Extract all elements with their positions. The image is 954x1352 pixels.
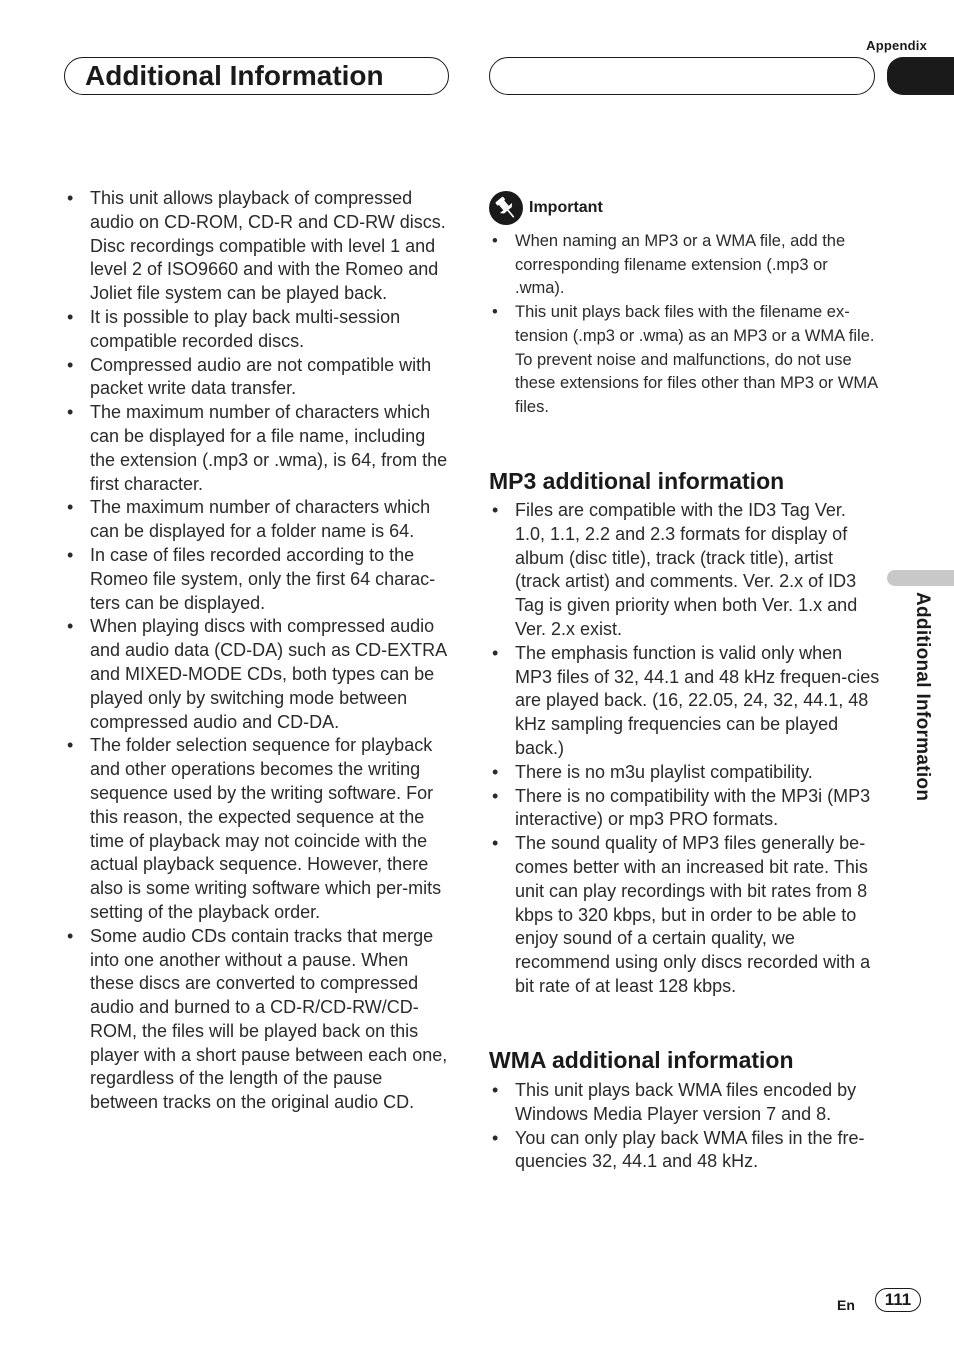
language-label: En <box>837 1297 855 1313</box>
important-label: Important <box>529 199 603 216</box>
list-item: • The emphasis function is valid only when MP3 files of 32, 44.1 and 48 kHz frequen-cies are played back. (16, 22.05, 24, 32, 44.1, 48 kHz sampling frequencies can be played back.) <box>490 642 880 761</box>
list-item: • You can only play back WMA files in the fre-quencies 32, 44.1 and 48 kHz. <box>490 1127 880 1175</box>
important-pushpin-icon <box>489 191 523 225</box>
wma-list <box>490 1079 880 1174</box>
list-item: • There is no compatibility with the MP3i (MP3 interactive) or mp3 PRO formats. <box>490 785 880 833</box>
mp3-section-heading: MP3 additional information <box>489 468 785 494</box>
list-item: • Files are compatible with the ID3 Tag Ver. 1.0, 1.1, 2.2 and 2.3 formats for display of album (disc title), track (track title), artist (track artist) and comments. Ver. 2.x of ID3 Tag is given priority when both Ver. 1.x and Ver. 2.x exist. <box>490 499 880 642</box>
list-item: • The maximum number of characters which can be displayed for a file name, including the extension (.mp3 or .wma), is 64, from the first character. <box>65 401 455 496</box>
list-item: • This unit plays back files with the filename ex-tension (.mp3 or .wma) as an MP3 or a WMA file. To prevent noise and malfunctions, do not use these extensions for files other than MP3 or WMA files. <box>490 301 878 420</box>
list-item: • When naming an MP3 or a WMA file, add the corresponding filename extension (.mp3 or .wma). <box>490 230 878 301</box>
list-item: • Compressed audio are not compatible with packet write data transfer. <box>65 354 455 402</box>
important-list <box>490 230 878 420</box>
chapter-tab-marker <box>887 57 954 95</box>
list-item: • There is no m3u playlist compatibility. <box>490 761 880 785</box>
side-tab-marker <box>887 570 954 586</box>
list-item: • The folder selection sequence for playback and other operations becomes the writing sequence used by the writing software. For this reason, the expected sequence at the time of playback may not coincide with the actual playback sequence. However, there also is some writing software which per-mits setting of the playback order. <box>65 734 455 924</box>
list-item: • It is possible to play back multi-session compatible recorded discs. <box>65 306 455 354</box>
list-item: • This unit allows playback of compressed audio on CD-ROM, CD-R and CD-RW discs. Disc recordings compatible with level 1 and level 2 of ISO9660 and with the Romeo and Joliet file system can be played back. <box>65 187 455 306</box>
side-tab-label: Additional Information <box>912 592 933 802</box>
header-empty-frame <box>489 57 875 95</box>
page-number: 111 <box>875 1288 921 1312</box>
list-item: • When playing discs with compressed audio and audio data (CD-DA) such as CD-EXTRA and MIXED-MODE CDs, both types can be played only by switching mode between compressed audio and CD-DA. <box>65 615 455 734</box>
list-item: • The maximum number of characters which can be displayed for a folder name is 64. <box>65 496 455 544</box>
page-title: Additional Information <box>85 60 384 91</box>
wma-section-heading: WMA additional information <box>489 1047 794 1073</box>
list-item: • The sound quality of MP3 files generally be-comes better with an increased bit rate. This unit can play recordings with bit rates from 8 kbps to 320 kbps, but in order to be able to enjoy sound of a certain quality, we recommend using only discs recorded with a bit rate of at least 128 kbps. <box>490 832 880 999</box>
list-item: • Some audio CDs contain tracks that merge into one another without a pause. When these discs are converted to compressed audio and burned to a CD-R/CD-RW/CD-ROM, the files will be played back on this player with a short pause between each one, regardless of the length of the pause between tracks on the original audio CD. <box>65 925 455 1115</box>
mp3-list <box>490 499 880 999</box>
list-item: • This unit plays back WMA files encoded by Windows Media Player version 7 and 8. <box>490 1079 880 1127</box>
section-title-frame <box>64 57 449 95</box>
left-column-list <box>65 187 455 1115</box>
list-item: • In case of files recorded according to the Romeo file system, only the first 64 charac-ters can be displayed. <box>65 544 455 615</box>
appendix-label: Appendix <box>866 38 927 53</box>
